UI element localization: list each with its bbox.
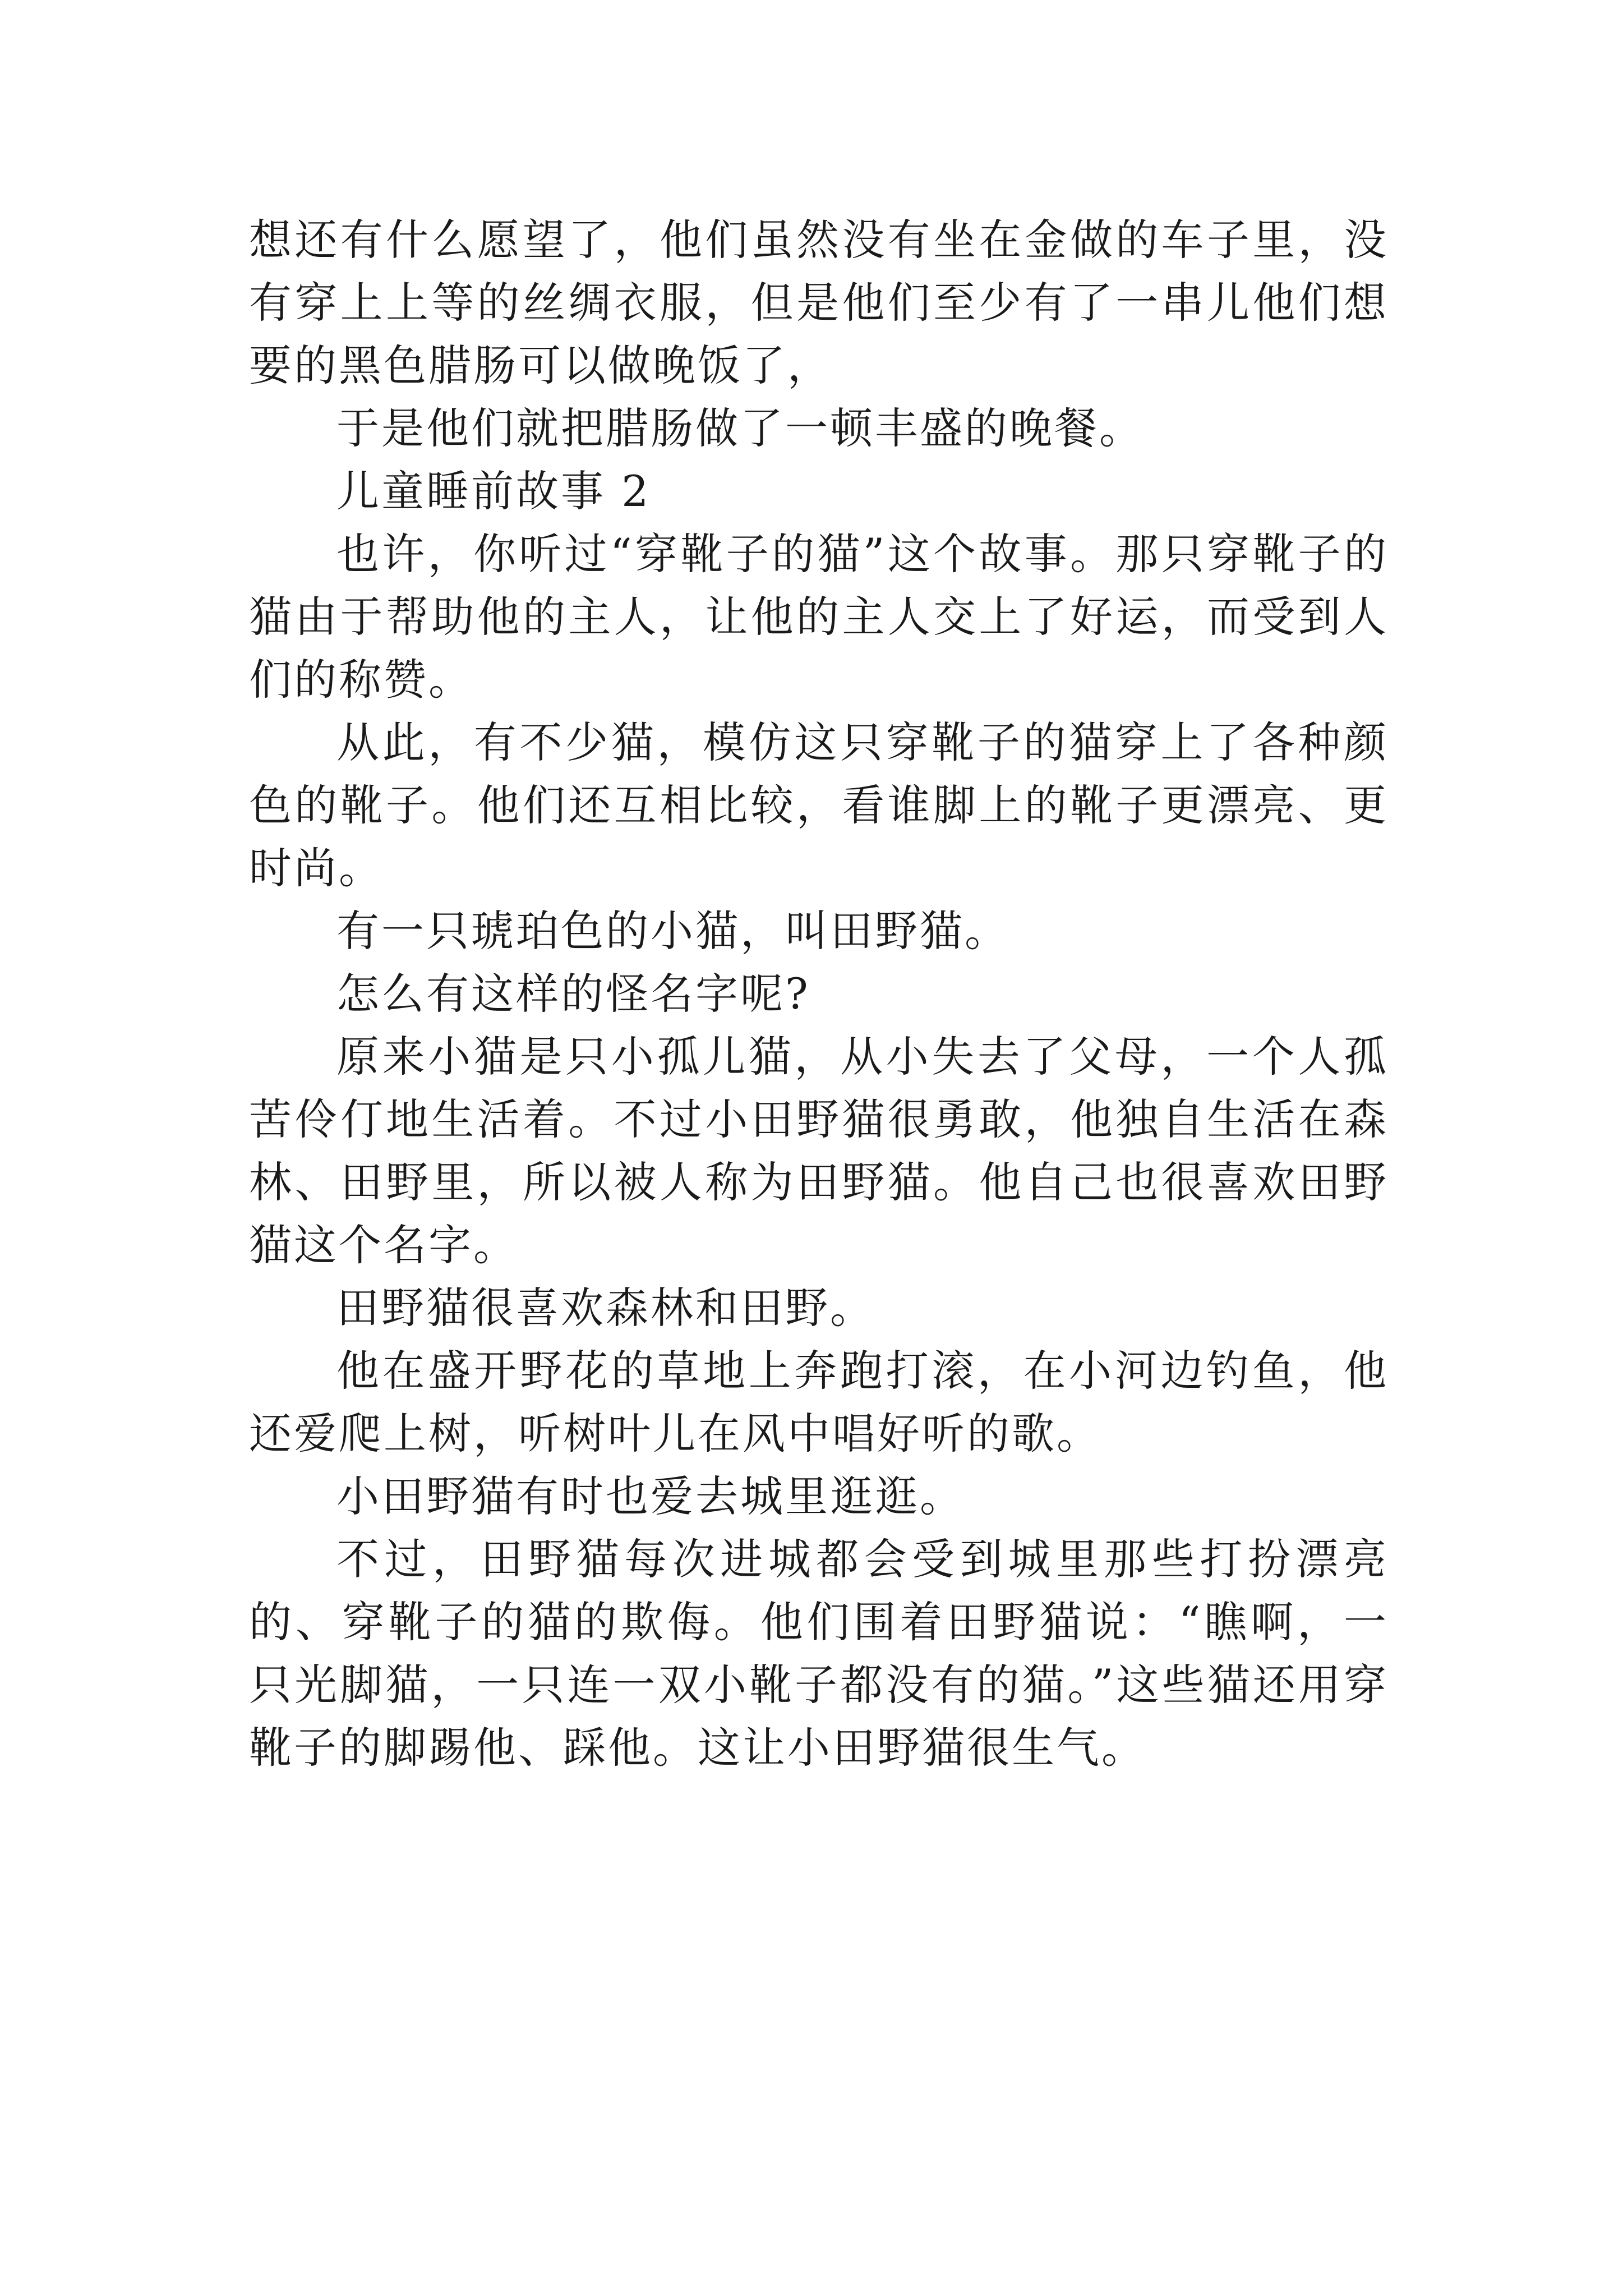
paragraph: 于是他们就把腊肠做了一顿丰盛的晚餐。 xyxy=(336,403,1144,453)
body-text xyxy=(249,209,1389,1779)
paragraph: 有一只琥珀色的小猫，叫田野猫。 xyxy=(336,906,1009,956)
section-heading: 儿童睡前故事 2 xyxy=(336,466,651,516)
paragraph: 从此，有不少猫，模仿这只穿靴子的猫穿上了各种颜色的靴子。他们还互相比较，看谁脚上的靴子更漂亮、更时尚。 xyxy=(249,717,1389,893)
paragraph: 想还有什么愿望了，他们虽然没有坐在金做的车子里，没有穿上上等的丝绸衣服，但是他们至少有了一串儿他们想要的黑色腊肠可以做晚饭了， xyxy=(249,215,1389,390)
paragraph: 不过，田野猫每次进城都会受到城里那些打扮漂亮的、穿靴子的猫的欺侮。他们围着田野猫说：“瞧啊，一只光脚猫，一只连一双小靴子都没有的猫。”这些猫还用穿靴子的脚踢他、踩他。这让小田野猫很生气。 xyxy=(249,1534,1389,1773)
paragraph: 小田野猫有时也爱去城里逛逛。 xyxy=(336,1471,965,1521)
paragraph: 也许，你听过“穿靴子的猫”这个故事。那只穿靴子的猫由于帮助他的主人，让他的主人交上了好运，而受到人们的称赞。 xyxy=(249,529,1389,705)
paragraph: 原来小猫是只小孤儿猫，从小失去了父母，一个人孤苦伶仃地生活着。不过小田野猫很勇敢，他独自生活在森林、田野里，所以被人称为田野猫。他自己也很喜欢田野猫这个名字。 xyxy=(249,1032,1389,1270)
paragraph: 怎么有这样的怪名字呢? xyxy=(336,969,810,1019)
paragraph: 田野猫很喜欢森林和田野。 xyxy=(336,1283,875,1333)
paragraph: 他在盛开野花的草地上奔跑打滚，在小河边钓鱼，他还爱爬上树，听树叶儿在风中唱好听的歌。 xyxy=(249,1346,1389,1458)
